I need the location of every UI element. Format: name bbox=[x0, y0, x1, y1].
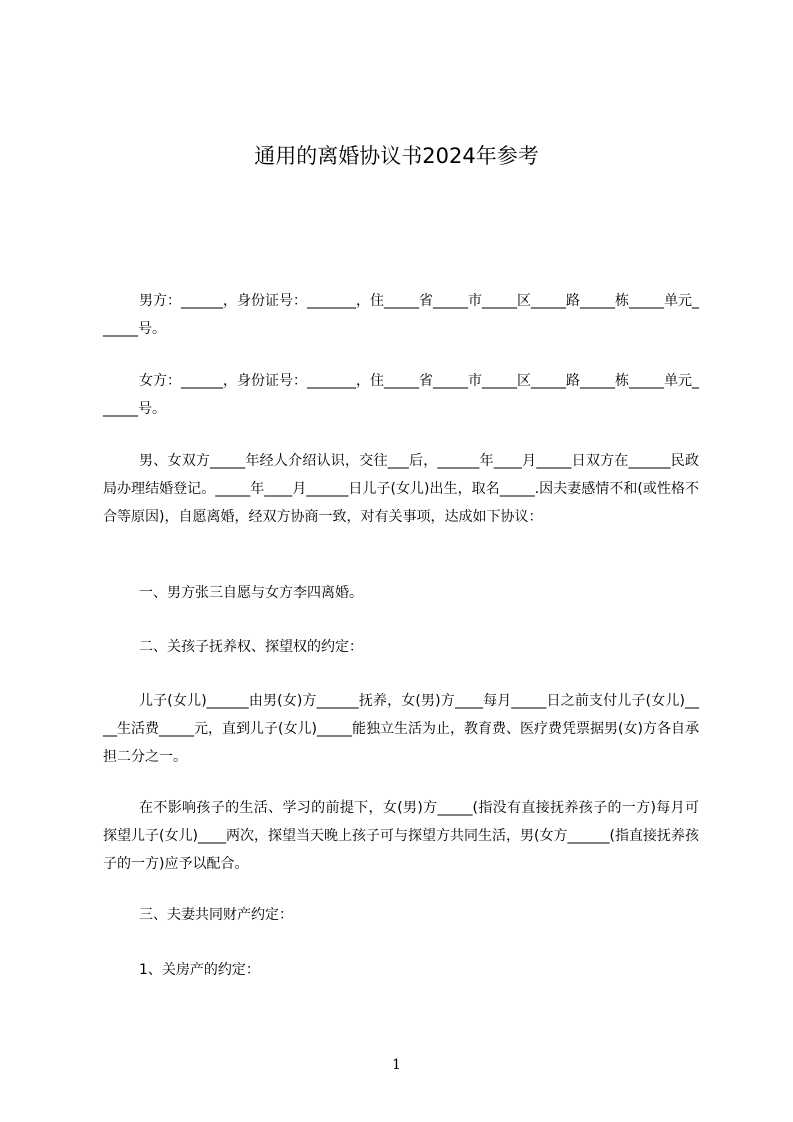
paragraph-custody: 儿子(女儿)______由男(女)方______抚养，女(男)方____每月_____日之前支付儿子(女儿)____生活费_____元，直到儿子(女儿)_____能独立生活为止，教育费、医疗费凭票据男(女)方各自承担二分之一。 bbox=[103, 693, 699, 765]
paragraph-visitation: 在不影响孩子的生活、学习的前提下，女(男)方_____(指没有直接抚养孩子的一方)每月可探望儿子(女儿)____两次，探望当天晚上孩子可与探望方共同生活，男(女方______(指直接抚养孩子的一方)应予以配合。 bbox=[103, 800, 699, 872]
paragraph-male-party: 男方：______，身份证号：_______，住_____省_____市_____区_____路_____栋_____单元______号。 bbox=[103, 293, 699, 337]
paragraph-clause-one: 一、男方张三自愿与女方李四离婚。 bbox=[139, 585, 363, 601]
paragraph-clause-three-heading: 三、夫妻共同财产约定： bbox=[139, 907, 293, 923]
page-number: 1 bbox=[392, 1057, 401, 1073]
paragraph-clause-two-heading: 二、关孩子抚养权、探望权的约定： bbox=[139, 639, 363, 655]
paragraph-property-heading: 1、关房产的约定： bbox=[139, 962, 260, 978]
paragraph-female-party: 女方：______，身份证号：_______，住_____省_____市_____区_____路_____栋_____单元______号。 bbox=[103, 373, 699, 417]
document-title: 通用的离婚协议书2024年参考 bbox=[254, 144, 539, 168]
paragraph-marriage-history: 男、女双方_____年经人介绍认识，交往___后，______年____月_____日双方在______民政局办理结婚登记。_____年____月______日儿子(女儿)出生，取名_____.因夫妻感情不和(或性格不合等原因)，自愿离婚，经双方协商一致，对有关事项，达成如下协议： bbox=[103, 453, 699, 525]
